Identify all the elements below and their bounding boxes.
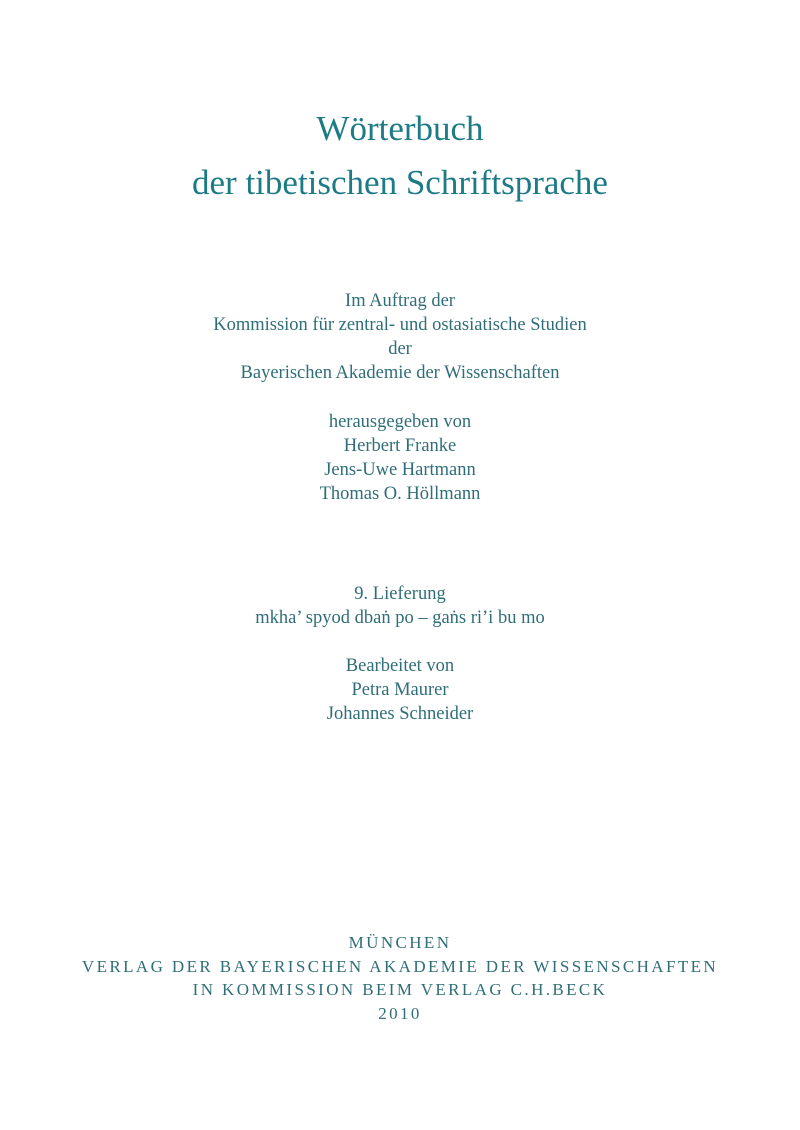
imprint-year: 2010 [378, 1003, 422, 1023]
imprint-block [0, 931, 800, 1025]
fascicle-number: 9. Lieferung [354, 584, 446, 604]
imprint-city: MÜNCHEN [348, 933, 452, 952]
fascicle-range: mkha’ spyod dbaṅ po – gaṅs ri’i bu mo [255, 608, 545, 628]
commission-block [0, 289, 800, 385]
book-title [0, 102, 800, 210]
commission-line-2: Kommission für zentral- und ostasiatische Studien [213, 315, 587, 335]
imprint-commission: IN KOMMISSION BEIM VERLAG C.H.BECK [192, 980, 608, 999]
title-line-2: der tibetischen Schriftsprache [192, 163, 608, 202]
compiler-name: Petra Maurer [351, 680, 449, 700]
commission-line-1: Im Auftrag der [345, 291, 455, 311]
editor-name: Thomas O. Höllmann [319, 484, 481, 504]
editors-block [0, 410, 800, 506]
commission-line-4: Bayerischen Akademie der Wissenschaften [240, 363, 560, 383]
imprint-publisher: VERLAG DER BAYERISCHEN AKADEMIE DER WISSENSCHAFTEN [81, 956, 719, 976]
editor-name: Jens-Uwe Hartmann [324, 460, 476, 480]
fascicle-block [0, 582, 800, 630]
compilers-intro: Bearbeitet von [345, 656, 455, 676]
compilers-block [0, 654, 800, 726]
editors-intro: herausgegeben von [328, 412, 472, 432]
editor-name: Herbert Franke [343, 436, 457, 456]
compiler-name: Johannes Schneider [326, 704, 474, 724]
title-line-1: Wörterbuch [316, 109, 484, 148]
commission-line-3: der [388, 339, 412, 359]
